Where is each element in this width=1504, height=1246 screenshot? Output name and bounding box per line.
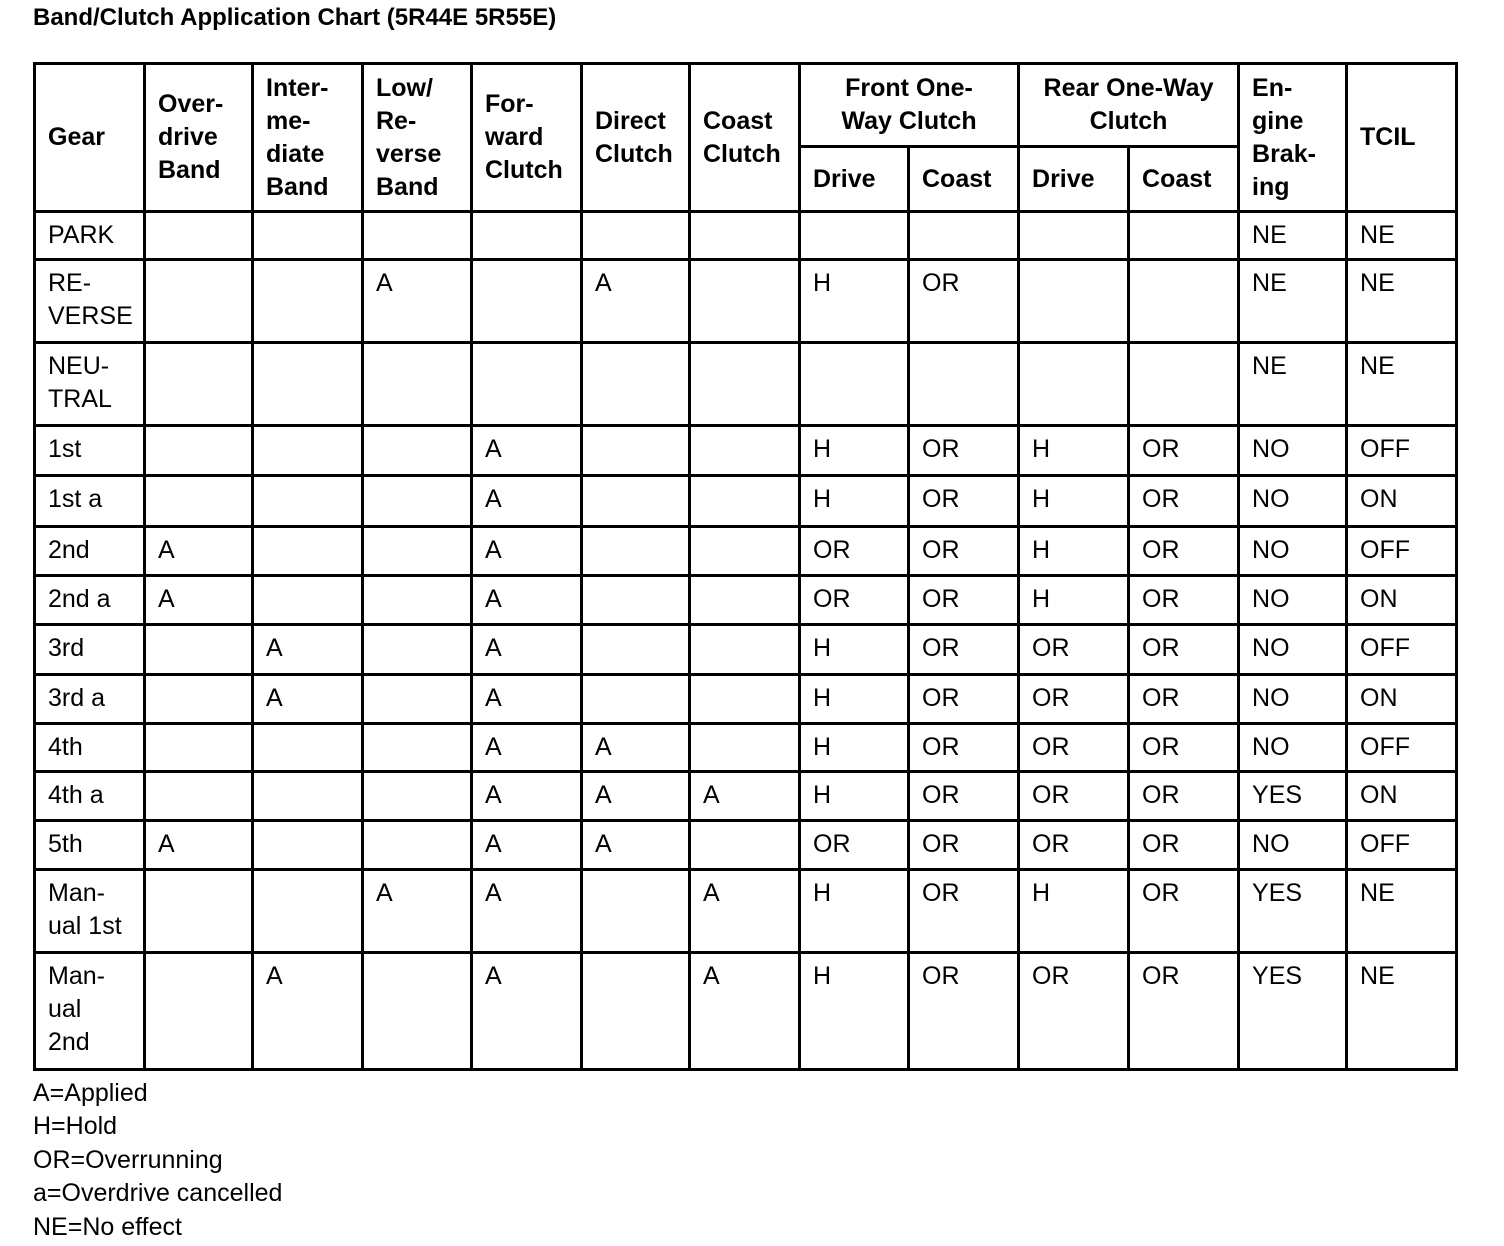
table-cell: NE [1239, 212, 1347, 260]
table-cell [690, 625, 800, 675]
header-rear-one-way-clutch: Rear One-Way Clutch [1019, 64, 1239, 147]
table-cell: OFF [1347, 527, 1457, 576]
table-cell: A [690, 953, 800, 1070]
table-cell: OFF [1347, 724, 1457, 772]
table-cell [145, 476, 253, 527]
table-cell [145, 724, 253, 772]
header-overdrive-band: Over- drive Band [145, 64, 253, 212]
table-cell: OFF [1347, 821, 1457, 870]
table-cell: OFF [1347, 625, 1457, 675]
table-cell: OFF [1347, 426, 1457, 476]
gear-cell: 4th [35, 724, 145, 772]
table-cell: OR [909, 576, 1019, 625]
table-row [35, 426, 1457, 476]
table-cell [582, 476, 690, 527]
table-cell [363, 576, 472, 625]
table-cell [253, 821, 363, 870]
table-cell: A [582, 821, 690, 870]
table-cell: NE [1347, 870, 1457, 953]
table-cell: NO [1239, 426, 1347, 476]
table-cell [1019, 212, 1129, 260]
header-low-reverse-band: Low/ Re- verse Band [363, 64, 472, 212]
table-cell [363, 212, 472, 260]
table-cell: A [472, 870, 582, 953]
legend [33, 1077, 282, 1244]
table-row [35, 260, 1457, 343]
table-cell [363, 675, 472, 724]
table-cell: OR [1129, 953, 1239, 1070]
table-cell: H [1019, 426, 1129, 476]
table-cell: OR [909, 625, 1019, 675]
gear-cell: 1st [35, 426, 145, 476]
table-cell: OR [909, 953, 1019, 1070]
gear-cell: Man- ual 1st [35, 870, 145, 953]
header-front-coast: Coast [909, 147, 1019, 212]
table-cell [690, 675, 800, 724]
table-cell [363, 527, 472, 576]
gear-cell: NEU- TRAL [35, 343, 145, 426]
table-cell [582, 426, 690, 476]
table-cell [363, 426, 472, 476]
table-cell [145, 953, 253, 1070]
table-cell: NO [1239, 476, 1347, 527]
table-cell: A [472, 625, 582, 675]
table-cell: ON [1347, 772, 1457, 821]
table-row [35, 212, 1457, 260]
table-cell [363, 476, 472, 527]
table-cell [690, 576, 800, 625]
table-cell: A [253, 953, 363, 1070]
header-forward-clutch: For- ward Clutch [472, 64, 582, 212]
table-cell: OR [1019, 953, 1129, 1070]
table-cell: A [472, 426, 582, 476]
table-cell [145, 212, 253, 260]
table-cell [690, 212, 800, 260]
gear-cell: 3rd [35, 625, 145, 675]
header-engine-braking: En- gine Brak- ing [1239, 64, 1347, 212]
table-cell: H [800, 426, 909, 476]
table-cell: A [472, 476, 582, 527]
table-cell: ON [1347, 576, 1457, 625]
table-cell: A [145, 821, 253, 870]
table-cell: OR [909, 821, 1019, 870]
table-row [35, 772, 1457, 821]
table-cell: NO [1239, 821, 1347, 870]
table-cell: YES [1239, 772, 1347, 821]
table-cell [1129, 260, 1239, 343]
table-cell: NE [1239, 260, 1347, 343]
table-cell [363, 953, 472, 1070]
table-cell: A [472, 772, 582, 821]
table-cell: OR [1129, 426, 1239, 476]
table-cell [253, 476, 363, 527]
table-cell [145, 426, 253, 476]
header-rear-drive: Drive [1019, 147, 1129, 212]
table-cell [145, 772, 253, 821]
table-cell: OR [909, 870, 1019, 953]
table-cell [253, 343, 363, 426]
table-cell [253, 527, 363, 576]
header-rear-coast: Coast [1129, 147, 1239, 212]
table-cell: A [582, 772, 690, 821]
table-cell [363, 343, 472, 426]
table-cell: A [363, 260, 472, 343]
table-cell [582, 576, 690, 625]
header-gear: Gear [35, 64, 145, 212]
table-row [35, 576, 1457, 625]
gear-cell: PARK [35, 212, 145, 260]
table-cell: OR [1019, 625, 1129, 675]
table-cell: OR [1019, 675, 1129, 724]
table-cell: A [690, 772, 800, 821]
table-cell [582, 212, 690, 260]
table-row [35, 625, 1457, 675]
table-cell: OR [909, 675, 1019, 724]
table-cell [1019, 343, 1129, 426]
table-cell: OR [800, 576, 909, 625]
table-cell [253, 870, 363, 953]
table-cell: NE [1239, 343, 1347, 426]
header-intermediate-band: Inter- me- diate Band [253, 64, 363, 212]
header-tcil: TCIL [1347, 64, 1457, 212]
header-front-one-way-clutch: Front One- Way Clutch [800, 64, 1019, 147]
table-cell: OR [1129, 527, 1239, 576]
legend-item-overrunning: OR=Overrunning [33, 1145, 223, 1174]
gear-cell: 3rd a [35, 675, 145, 724]
table-cell [582, 870, 690, 953]
table-cell: H [1019, 476, 1129, 527]
header-direct-clutch: Direct Clutch [582, 64, 690, 212]
table-cell: H [800, 675, 909, 724]
table-cell [363, 724, 472, 772]
table-cell: NE [1347, 212, 1457, 260]
table-cell [800, 343, 909, 426]
table-cell: A [253, 625, 363, 675]
table-cell [690, 527, 800, 576]
table-cell: OR [1129, 870, 1239, 953]
table-cell [690, 260, 800, 343]
table-cell: A [472, 675, 582, 724]
table-cell: A [582, 260, 690, 343]
table-cell: OR [909, 772, 1019, 821]
table-cell [145, 870, 253, 953]
table-cell [253, 260, 363, 343]
legend-item-hold: H=Hold [33, 1112, 118, 1141]
table-cell: OR [909, 476, 1019, 527]
table-cell: NO [1239, 625, 1347, 675]
table-cell: OR [909, 527, 1019, 576]
table-cell: H [1019, 870, 1129, 953]
table-cell [690, 821, 800, 870]
table-cell [253, 772, 363, 821]
table-cell: NO [1239, 576, 1347, 625]
table-cell: H [800, 870, 909, 953]
table-cell: OR [1129, 625, 1239, 675]
table-row [35, 343, 1457, 426]
table-cell: H [800, 476, 909, 527]
table-cell [582, 953, 690, 1070]
table-cell: OR [1129, 724, 1239, 772]
table-row [35, 675, 1457, 724]
table-cell: A [253, 675, 363, 724]
header-front-drive: Drive [800, 147, 909, 212]
header-coast-clutch: Coast Clutch [690, 64, 800, 212]
band-clutch-table [33, 62, 1458, 1071]
table-cell: A [690, 870, 800, 953]
table-cell [253, 426, 363, 476]
table-cell: OR [1129, 476, 1239, 527]
table-cell [909, 343, 1019, 426]
table-cell: OR [1129, 576, 1239, 625]
table-cell: OR [1019, 772, 1129, 821]
table-cell: H [800, 724, 909, 772]
gear-cell: Man- ual 2nd [35, 953, 145, 1070]
table-cell: ON [1347, 476, 1457, 527]
table-cell: OR [1019, 821, 1129, 870]
table-row [35, 724, 1457, 772]
table-cell: NE [1347, 343, 1457, 426]
table-cell [472, 260, 582, 343]
table-cell: NO [1239, 527, 1347, 576]
table-cell [253, 576, 363, 625]
table-cell: NO [1239, 724, 1347, 772]
table-cell [253, 212, 363, 260]
gear-cell: 2nd [35, 527, 145, 576]
table-cell [582, 527, 690, 576]
table-cell [1129, 343, 1239, 426]
table-cell [690, 426, 800, 476]
table-cell: OR [909, 426, 1019, 476]
table-cell [582, 343, 690, 426]
table-cell: YES [1239, 953, 1347, 1070]
table-cell: OR [1129, 772, 1239, 821]
table-cell [145, 675, 253, 724]
table-cell [253, 724, 363, 772]
table-row [35, 953, 1457, 1070]
table-cell: OR [909, 260, 1019, 343]
table-cell [800, 212, 909, 260]
gear-cell: 4th a [35, 772, 145, 821]
table-cell: OR [1129, 675, 1239, 724]
table-cell: H [800, 772, 909, 821]
table-cell: H [800, 260, 909, 343]
table-cell: A [145, 527, 253, 576]
table-cell [690, 343, 800, 426]
table-cell [363, 625, 472, 675]
legend-item-overdrive-cancelled: a=Overdrive cancelled [33, 1179, 283, 1208]
legend-item-no-effect: NE=No effect [33, 1212, 182, 1241]
gear-cell: 5th [35, 821, 145, 870]
table-cell: NE [1347, 260, 1457, 343]
table-cell: OR [1019, 724, 1129, 772]
table-cell [909, 212, 1019, 260]
table-cell: H [800, 625, 909, 675]
gear-cell: RE- VERSE [35, 260, 145, 343]
table-cell [145, 343, 253, 426]
table-cell: H [1019, 527, 1129, 576]
table-cell: A [582, 724, 690, 772]
table-cell [145, 625, 253, 675]
table-cell [582, 625, 690, 675]
table-body [35, 212, 1457, 1070]
gear-cell: 2nd a [35, 576, 145, 625]
table-cell: NE [1347, 953, 1457, 1070]
table-cell: A [472, 953, 582, 1070]
table-cell [363, 772, 472, 821]
table-cell: OR [800, 821, 909, 870]
chart-title: Band/Clutch Application Chart (5R44E 5R55E) [33, 4, 557, 31]
table-cell: OR [800, 527, 909, 576]
table-row [35, 527, 1457, 576]
table-cell: H [1019, 576, 1129, 625]
table-cell: A [472, 821, 582, 870]
table-cell: A [472, 724, 582, 772]
gear-cell: 1st a [35, 476, 145, 527]
table-cell: YES [1239, 870, 1347, 953]
table-cell: A [145, 576, 253, 625]
table-cell [582, 675, 690, 724]
table-cell [145, 260, 253, 343]
table-row [35, 476, 1457, 527]
table-cell [472, 212, 582, 260]
table-cell: NO [1239, 675, 1347, 724]
table-cell [472, 343, 582, 426]
table-cell [1129, 212, 1239, 260]
legend-item-applied: A=Applied [33, 1079, 148, 1107]
table-cell [690, 724, 800, 772]
table-cell: A [472, 576, 582, 625]
table-cell: H [800, 953, 909, 1070]
table-cell: A [363, 870, 472, 953]
table-cell: A [472, 527, 582, 576]
table-cell [1019, 260, 1129, 343]
table-cell: ON [1347, 675, 1457, 724]
table-cell: OR [1129, 821, 1239, 870]
table-row [35, 870, 1457, 953]
table-cell: OR [909, 724, 1019, 772]
table-cell [690, 476, 800, 527]
table-row [35, 821, 1457, 870]
table-cell [363, 821, 472, 870]
